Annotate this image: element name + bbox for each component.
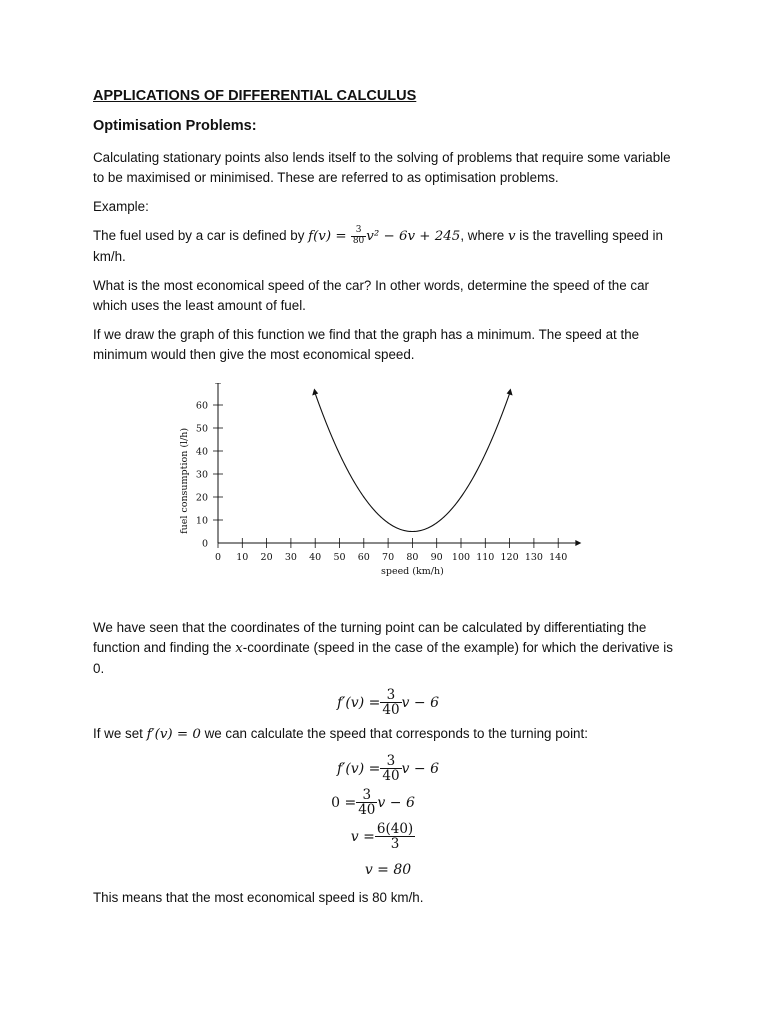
document-page: [93, 88, 683, 917]
eq-lhs: f′(v) =: [336, 695, 381, 711]
fuel-curve: [315, 394, 509, 532]
step-2-rhs: v − 6: [377, 795, 415, 812]
step-1-fraction: [380, 754, 401, 784]
x-tick-label: 80: [406, 552, 419, 563]
intro-paragraph: Calculating stationary points also lends itself to the solving of problems that require some variable to be maximised or minimised. These are referred to as optimisation problems.: [93, 150, 671, 185]
function-body: v² − 6v + 245: [366, 229, 461, 244]
y-tick-label: 60: [195, 400, 208, 412]
set-zero-pre: If we set: [93, 726, 147, 742]
function-coefficient: [351, 226, 366, 246]
solution-steps: [93, 754, 683, 878]
variable-x: x: [235, 641, 243, 656]
example-label: Example:: [93, 199, 149, 214]
derivative-paragraph: [93, 618, 683, 679]
derivative-text-pre: We have seen that the coordinates of the turning point can be calculated by differentiating the function and finding the: [93, 620, 647, 655]
curve-arrow-right: [507, 389, 513, 396]
x-tick-label: 0: [214, 552, 222, 563]
step-3-fraction: [375, 822, 415, 852]
step-1-lhs: f′(v) =: [336, 761, 381, 778]
step-1-rhs: v − 6: [401, 761, 439, 778]
x-tick-label: 140: [549, 552, 568, 563]
derivative-text-post: -coordinate (speed in the case of the example) for which the derivative is 0.: [93, 640, 673, 676]
y-tick-label: 30: [195, 469, 208, 481]
function-definition-paragraph: [93, 226, 683, 267]
step-4: [93, 862, 683, 878]
page-title: APPLICATIONS OF DIFFERENTIAL CALCULUS: [93, 88, 417, 104]
variable-v: v: [507, 229, 516, 244]
x-tick-label: 10: [236, 552, 249, 563]
y-tick-label: 10: [195, 515, 208, 527]
step-1-denominator: 40: [382, 768, 400, 785]
step-2-numerator: 3: [356, 788, 377, 803]
step-2: [63, 788, 683, 818]
set-zero-paragraph: [93, 724, 683, 745]
x-tick-label: 100: [451, 552, 471, 563]
fraction-numerator: 3: [351, 226, 366, 236]
eq-fraction: [380, 688, 401, 718]
x-tick-label: 40: [309, 552, 322, 563]
step-4-result: v = 80: [364, 862, 412, 879]
step-3-numerator: 6(40): [376, 821, 414, 838]
x-axis-arrow: [575, 540, 581, 546]
eq-rhs: v − 6: [401, 695, 439, 711]
step-2-denominator: 40: [358, 802, 376, 819]
step-3-lhs: v =: [350, 829, 375, 846]
function-text-post: is the travelling speed in km/h.: [93, 228, 663, 264]
function-text-pre: The fuel used by a car is defined by: [93, 228, 309, 243]
x-tick-label: 60: [357, 552, 370, 563]
derivative-equation: [93, 688, 683, 718]
x-tick-label: 50: [333, 552, 346, 563]
y-axis-label: fuel consumption (l/h): [179, 427, 190, 534]
conclusion-paragraph: This means that the most economical speed is 80 km/h.: [93, 890, 424, 906]
x-tick-label: 110: [476, 552, 495, 563]
fraction-denominator: 80: [352, 235, 365, 246]
set-zero-post: we can calculate the speed that corresponds to the turning point:: [200, 726, 588, 742]
y-axis-arrow: [215, 383, 221, 384]
x-tick-label: 70: [382, 552, 395, 563]
step-3: [83, 822, 683, 852]
chart-svg: [173, 383, 593, 598]
x-tick-label: 20: [260, 552, 273, 563]
y-tick-label: 20: [195, 492, 208, 504]
x-tick-label: 130: [524, 552, 543, 563]
x-tick-label: 120: [500, 552, 519, 563]
step-2-lhs: 0 =: [331, 795, 357, 812]
question-paragraph: What is the most economical speed of the car? In other words, determine the speed of the car which uses the least amount of fuel.: [93, 278, 650, 313]
function-name: f(v) =: [308, 229, 351, 244]
section-heading: Optimisation Problems:: [93, 118, 257, 134]
fuel-consumption-chart: [173, 383, 593, 598]
eq-denominator: 40: [382, 702, 400, 719]
x-axis-label: speed (km/h): [380, 566, 444, 577]
curve-arrow-left: [312, 389, 318, 396]
step-1: [93, 754, 683, 784]
y-tick-label: 40: [195, 446, 208, 458]
step-2-fraction: [356, 788, 377, 818]
y-tick-label: 0: [201, 538, 208, 550]
graph-intro-paragraph: If we draw the graph of this function we find that the graph has a minimum. The speed at the minimum would then give the most economical speed.: [93, 327, 640, 362]
set-zero-expr: f′(v) = 0: [146, 727, 201, 743]
step-3-denominator: 3: [390, 836, 400, 853]
x-tick-label: 30: [284, 552, 297, 563]
function-text-mid: , where: [460, 228, 508, 243]
x-tick-label: 90: [430, 552, 443, 563]
eq-numerator: 3: [380, 688, 401, 703]
step-1-numerator: 3: [380, 754, 401, 769]
y-tick-label: 50: [195, 423, 208, 435]
